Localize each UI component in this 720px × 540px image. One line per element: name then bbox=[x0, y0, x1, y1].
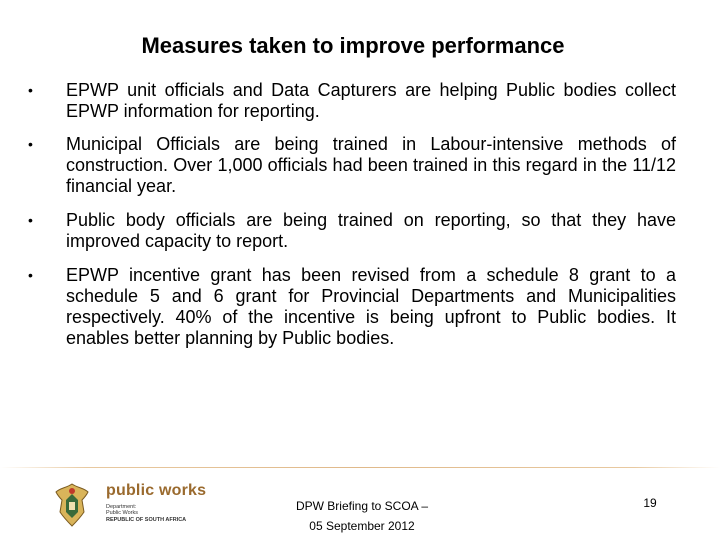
logo-brand-text: public works bbox=[106, 482, 207, 499]
logo-department-text: Department: bbox=[106, 504, 137, 510]
footer-briefing bbox=[262, 496, 462, 536]
bullet-text: EPWP incentive grant has been revised from a schedule 8 grant to a schedule 5 and 6 grant for Provincial Departments and Municipalities respectively. 40% of the incentive is being upfront to Public bodies. It enables better planning by Public bodies. bbox=[66, 265, 676, 348]
bullet-item bbox=[28, 265, 676, 349]
footer-briefing-line1: DPW Briefing to SCOA – bbox=[295, 499, 429, 513]
public-works-logo bbox=[50, 480, 210, 530]
bullet-item bbox=[28, 80, 676, 122]
bullet-marker: • bbox=[28, 82, 33, 98]
bullet-marker: • bbox=[28, 136, 33, 152]
footer-divider bbox=[0, 467, 720, 468]
coat-of-arms-icon bbox=[52, 482, 92, 528]
bullet-marker: • bbox=[28, 212, 33, 228]
bullet-text: EPWP unit officials and Data Capturers are helping Public bodies collect EPWP information for reporting. bbox=[66, 80, 676, 121]
bullet-marker: • bbox=[28, 267, 33, 283]
bullet-item bbox=[28, 210, 676, 252]
bullet-text: Municipal Officials are being trained in Labour-intensive methods of construction. Over 1,000 officials had been trained in this regard in the 11/12 financial year. bbox=[66, 134, 676, 196]
bullet-list bbox=[28, 80, 676, 359]
footer-briefing-date: 05 September 2012 bbox=[309, 519, 415, 533]
logo-public-works-text: Public Works bbox=[106, 510, 138, 516]
logo-country-text: REPUBLIC OF SOUTH AFRICA bbox=[106, 517, 187, 523]
bullet-item bbox=[28, 134, 676, 197]
slide-title: Measures taken to improve performance bbox=[141, 33, 565, 58]
page-number: 19 bbox=[643, 496, 657, 510]
bullet-text: Public body officials are being trained on reporting, so that they have improved capacity to report. bbox=[66, 210, 676, 251]
